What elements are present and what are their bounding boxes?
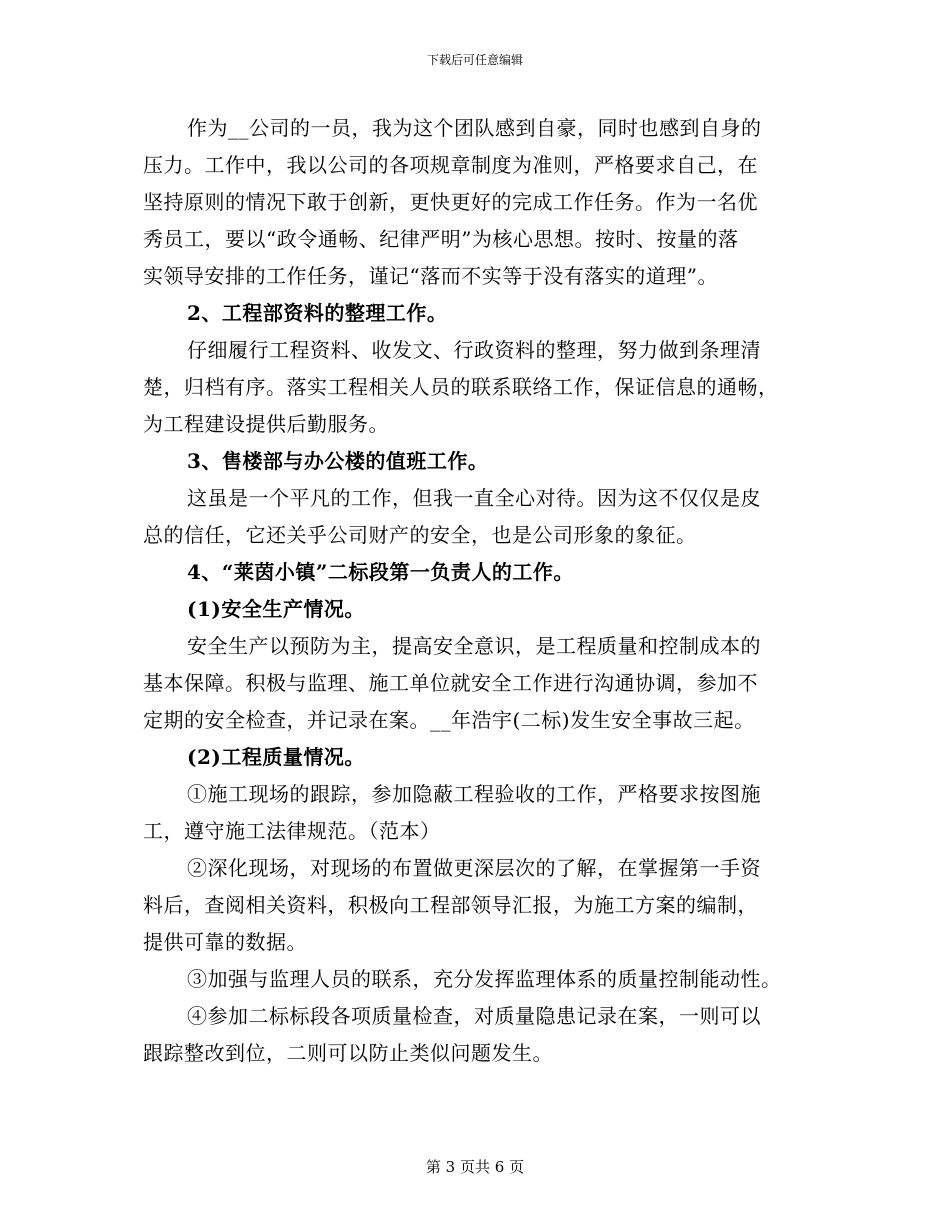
text-line: 实领导安排的工作任务，谨记“落而不实等于没有落实的道理”。 [143, 264, 718, 288]
subsection-heading: (1)安全生产情况。 [187, 597, 365, 621]
text-line: 为工程建设提供后勤服务。 [143, 412, 389, 436]
text-line: 提供可靠的数据。 [143, 930, 307, 954]
text-line: ④参加二标标段各项质量检查，对质量隐患记录在案，一则可以 [187, 1004, 761, 1028]
text-line: 秀员工，要以“政令通畅、纪律严明”为核心思想。按时、按量的落 [143, 227, 739, 251]
text-line: 安全生产以预防为主，提高安全意识，是工程质量和控制成本的 [187, 634, 761, 658]
text-line: 料后，查阅相关资料，积极向工程部领导汇报，为施工方案的编制， [143, 893, 758, 917]
subsection-heading: (2)工程质量情况。 [187, 745, 365, 769]
text-line: 总的信任，它还关乎公司财产的安全，也是公司形象的象征。 [143, 523, 697, 547]
document-body [143, 110, 819, 1072]
text-line: 定期的安全检查，并记录在案。__年浩宇(二标)发生安全事故三起。 [143, 708, 755, 732]
text-line: 跟踪整改到位，二则可以防止类似问题发生。 [143, 1041, 553, 1065]
page-header: 下载后可任意编辑 [426, 53, 523, 67]
page-footer: 第 3 页共 6 页 [425, 1158, 525, 1176]
section-heading: 3、售楼部与办公楼的值班工作。 [187, 449, 489, 473]
text-line: 仔细履行工程资料、收发文、行政资料的整理，努力做到条理清 [187, 338, 761, 362]
text-line: 楚，归档有序。落实工程相关人员的联系联络工作，保证信息的通畅， [143, 375, 779, 399]
text-line: 压力。工作中，我以公司的各项规章制度为准则，严格要求自己，在 [143, 153, 758, 177]
section-heading: 4、“莱茵小镇”二标段第一负责人的工作。 [187, 560, 574, 584]
text-line: ②深化现场，对现场的布置做更深层次的了解，在掌握第一手资 [187, 856, 761, 880]
text-line: ③加强与监理人员的联系，充分发挥监理体系的质量控制能动性。 [187, 967, 782, 991]
section-heading: 2、工程部资料的整理工作。 [187, 301, 448, 325]
text-line: ①施工现场的跟踪，参加隐蔽工程验收的工作，严格要求按图施 [187, 782, 761, 806]
text-line: 坚持原则的情况下敢于创新，更快更好的完成工作任务。作为一名优 [143, 190, 758, 214]
text-line: 这虽是一个平凡的工作，但我一直全心对待。因为这不仅仅是皮 [187, 486, 761, 510]
text-line: 基本保障。积极与监理、施工单位就安全工作进行沟通协调，参加不 [143, 671, 758, 695]
text-line: 作为__公司的一员，我为这个团队感到自豪，同时也感到自身的 [187, 116, 762, 140]
text-line: 工，遵守施工法律规范。（范本） [143, 819, 441, 843]
